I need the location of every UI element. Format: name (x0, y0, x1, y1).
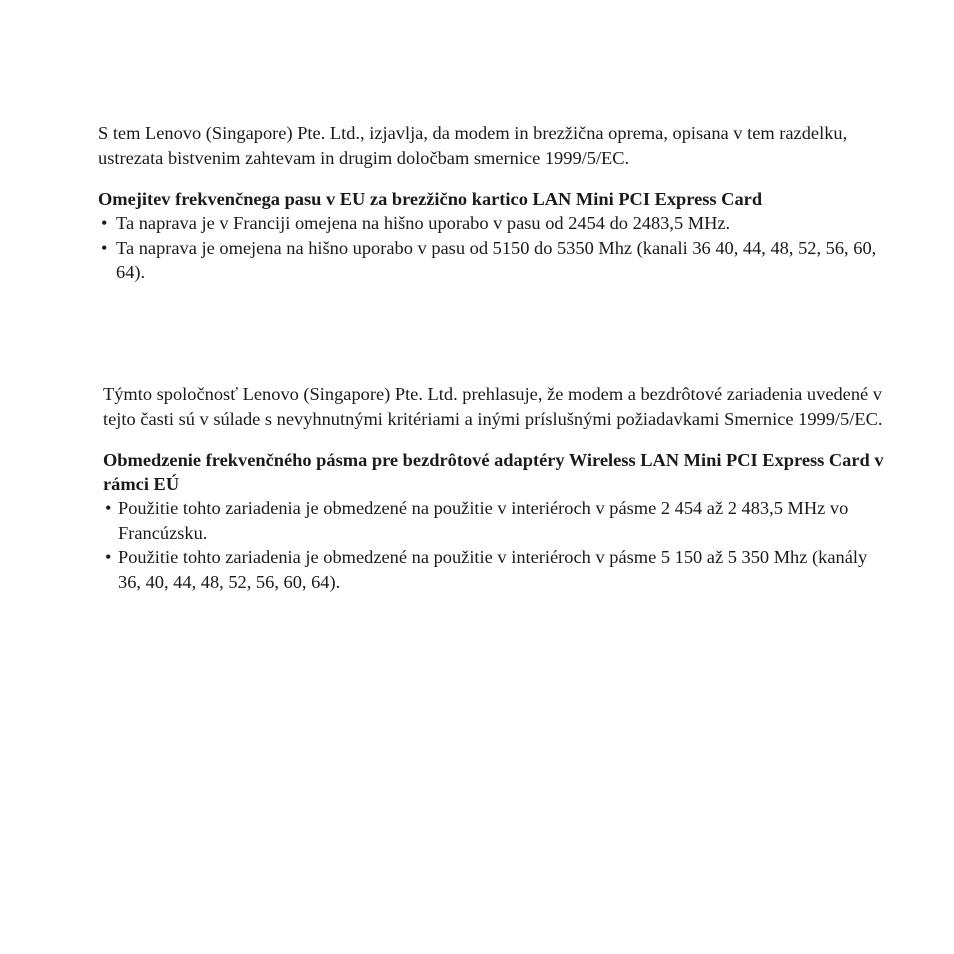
list-item (98, 236, 888, 285)
list-item-text: Použitie tohto zariadenia je obmedzené na použitie v interiéroch v pásme 2 454 až 2 483,5 MHz vo Francúzsku. (118, 498, 849, 543)
slovenian-heading: Omejitev frekvenčnega pasu v EU za brezžično kartico LAN Mini PCI Express Card (98, 189, 763, 209)
slovak-declaration: Týmto spoločnosť Lenovo (Singapore) Pte. Ltd. prehlasuje, že modem a bezdrôtové zariadenia uvedené v tejto časti sú v súlade s nevyhnutnými kritériami a inými príslušnými požiadavkami Smernice 1999/5/EC. (103, 384, 883, 429)
list-item (103, 496, 893, 545)
list-item-text: Ta naprava je v Franciji omejena na hišno uporabo v pasu od 2454 do 2483,5 MHz. (116, 213, 731, 233)
bullet-icon: • (101, 237, 108, 258)
list-item (98, 211, 888, 236)
slovak-bullet-list (103, 496, 893, 594)
list-item-text: Ta naprava je omejena na hišno uporabo v pasu od 5150 do 5350 Mhz (kanali 36 40, 44, 48, 52, 56, 60, 64). (116, 237, 877, 282)
list-item (103, 545, 893, 594)
slovenian-section (98, 121, 888, 285)
slovenian-declaration: S tem Lenovo (Singapore) Pte. Ltd., izjavlja, da modem in brezžična oprema, opisana v tem razdelku, ustrezata bistvenim zahtevam in drugim določbam smernice 1999/5/EC. (98, 123, 848, 168)
slovenian-bullet-list (98, 211, 888, 285)
bullet-icon: • (105, 547, 112, 567)
list-item-text: Použitie tohto zariadenia je obmedzené na použitie v interiéroch v pásme 5 150 až 5 350 Mhz (kanály 36, 40, 44, 48, 52, 56, 60, 64). (118, 547, 868, 592)
bullet-icon: • (101, 213, 108, 233)
slovak-section (103, 382, 893, 594)
bullet-icon: • (105, 498, 112, 518)
slovak-heading: Obmedzenie frekvenčného pásma pre bezdrôtové adaptéry Wireless LAN Mini PCI Express Card v rámci EÚ (103, 450, 884, 494)
